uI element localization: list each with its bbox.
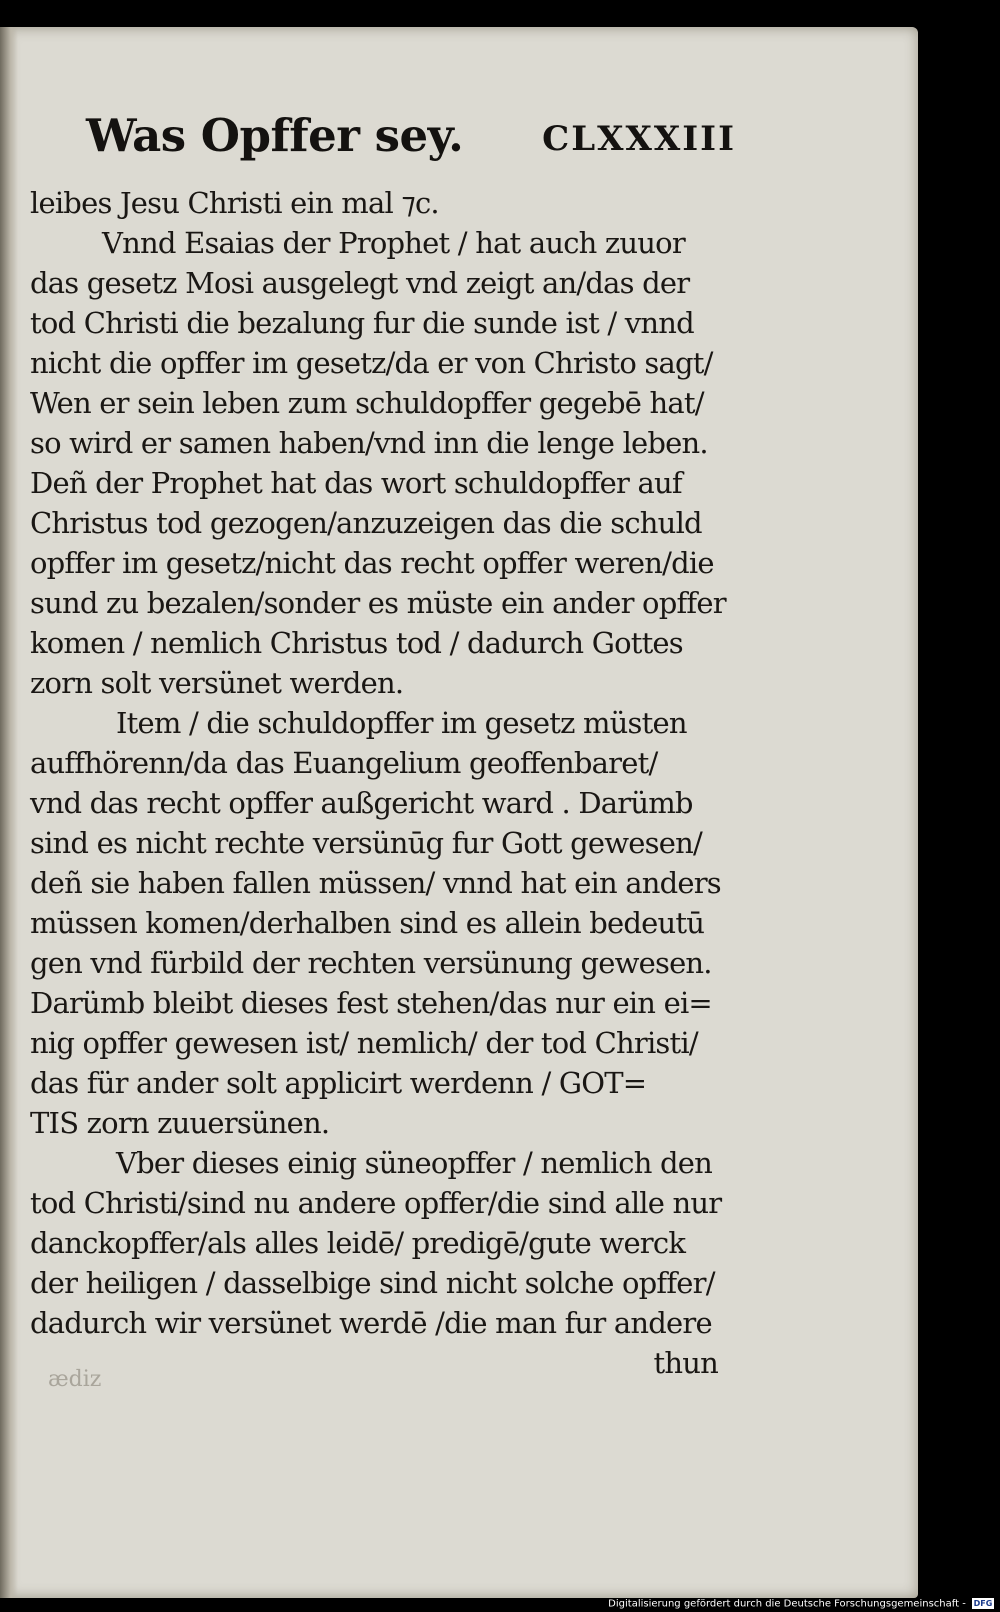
page-gutter-shadow xyxy=(0,27,18,1598)
text-line: leibes Jesu Christi ein mal ⁊c. xyxy=(30,186,439,220)
text-line: der heiligen / dasselbige sind nicht solche opffer/ xyxy=(30,1266,715,1300)
text-line: danckopffer/als alles leidē/ predigē/gute werck xyxy=(30,1226,686,1260)
text-line: vnd das recht opffer außgericht ward . Darümb xyxy=(30,786,693,820)
text-line: tod Christi die bezalung fur die sunde ist / vnnd xyxy=(30,306,694,340)
text-line: das gesetz Mosi ausgelegt vnd zeigt an/das der xyxy=(30,266,690,300)
text-line: nig opffer gewesen ist/ nemlich/ der tod Christi/ xyxy=(30,1026,698,1060)
text-line: das für ander solt applicirt werdenn / GOT= xyxy=(30,1066,647,1100)
text-line: nicht die opffer im gesetz/da er von Christo sagt/ xyxy=(30,346,713,380)
running-head: Was Opffer sey. xyxy=(86,109,464,162)
text-line: so wird er samen haben/vnd inn die lenge leben. xyxy=(30,426,708,460)
text-line: komen / nemlich Christus tod / dadurch Gottes xyxy=(30,626,683,660)
text-line: Darümb bleibt dieses fest stehen/das nur ein ei= xyxy=(30,986,712,1020)
folio-number: CLXXXIII xyxy=(542,119,736,159)
text-line: tod Christi/sind nu andere opffer/die sind alle nur xyxy=(30,1186,722,1220)
text-line: TIS zorn zuuersünen. xyxy=(30,1106,330,1140)
digitization-credit xyxy=(608,1598,994,1610)
text-line: müssen komen/derhalben sind es allein bedeutū xyxy=(30,906,705,940)
text-line: Item / die schuldopffer im gesetz müsten xyxy=(116,706,687,740)
text-line: Vnnd Esaias der Prophet / hat auch zuuor xyxy=(102,226,685,260)
text-line: Deñ der Prophet hat das wort schuldopffer auf xyxy=(30,466,682,500)
bleed-through-text: ædiz xyxy=(48,1367,102,1392)
text-line: sund zu bezalen/sonder es müste ein ander opffer xyxy=(30,586,726,620)
dfg-logo: DFG xyxy=(973,1598,993,1608)
text-line: dadurch wir versünet werdē /die man fur andere xyxy=(30,1306,712,1340)
text-line: gen vnd fürbild der rechten versünung gewesen. xyxy=(30,946,712,980)
page-header xyxy=(86,109,736,179)
text-line: Christus tod gezogen/anzuzeigen das die schuld xyxy=(30,506,702,540)
text-line: opffer im gesetz/nicht das recht opffer weren/die xyxy=(30,546,714,580)
book-page xyxy=(0,27,918,1598)
text-line: Vber dieses einig süneopffer / nemlich den xyxy=(116,1146,713,1180)
text-line: deñ sie haben fallen müssen/ vnnd hat ein anders xyxy=(30,866,721,900)
text-line: sind es nicht rechte versünūg fur Gott gewesen/ xyxy=(30,826,702,860)
text-line: Wen er sein leben zum schuldopffer gegebē hat/ xyxy=(30,386,704,420)
text-line: auffhörenn/da das Euangelium geoffenbaret/ xyxy=(30,746,658,780)
body-text xyxy=(30,183,730,1383)
credit-text: Digitalisierung gefördert durch die Deutsche Forschungsgemeinschaft - xyxy=(608,1598,966,1609)
catchword: thun xyxy=(653,1346,718,1380)
text-line: zorn solt versünet werden. xyxy=(30,666,404,700)
